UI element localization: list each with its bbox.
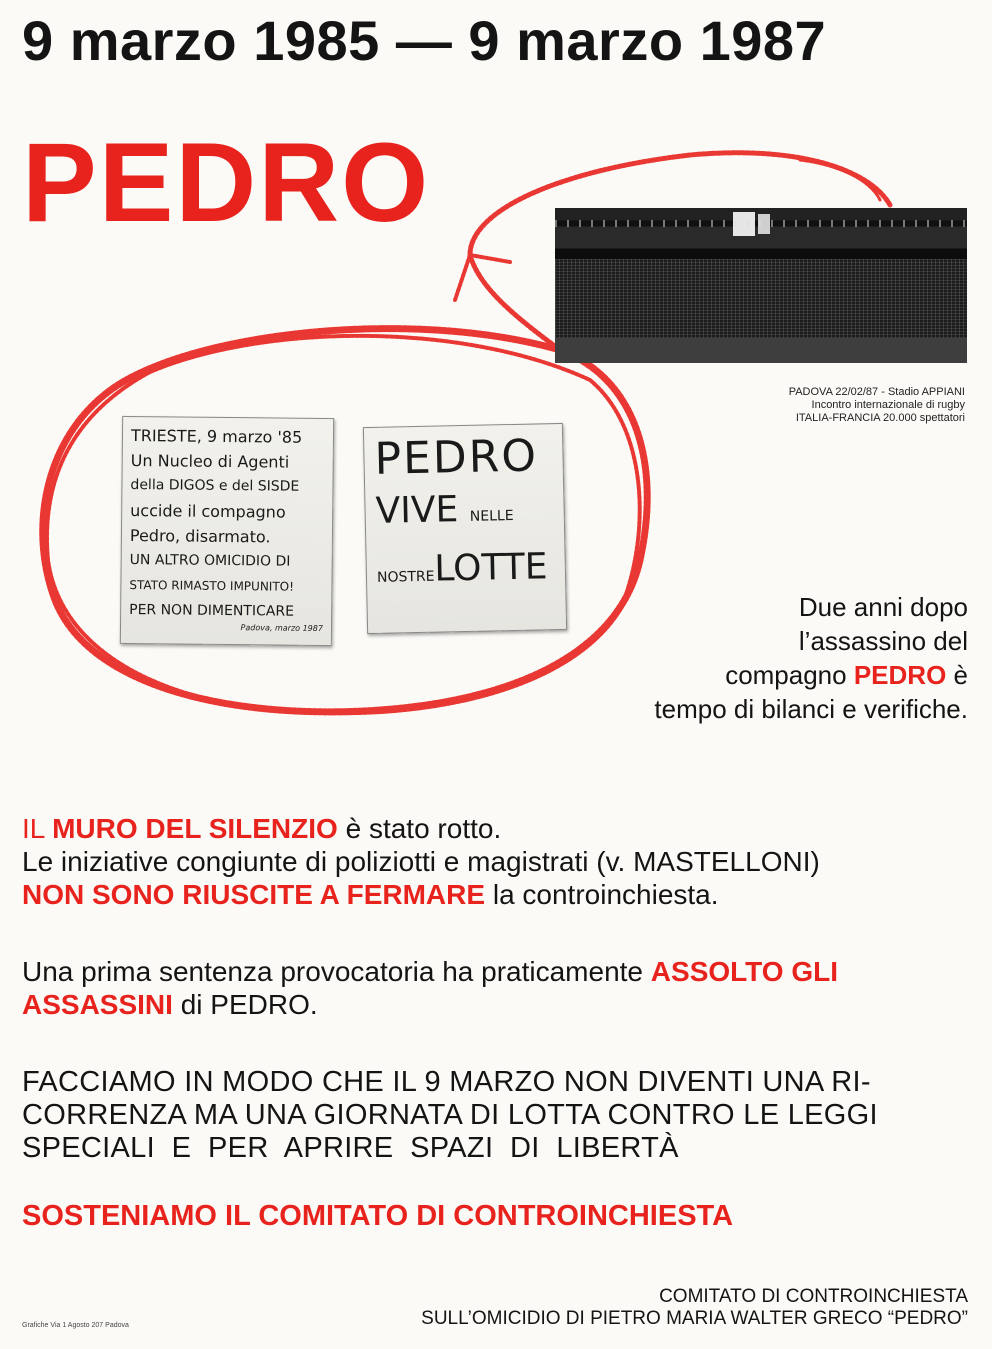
- caption-line: PADOVA 22/02/87 - Stadio APPIANI: [788, 386, 965, 398]
- para-highlight: ASSOLTO GLI: [650, 956, 838, 987]
- banner-line: [375, 482, 554, 545]
- intro-line: tempo di bilanci e verifiche.: [654, 694, 968, 724]
- signature-line: SULL’OMICIDIO DI PIETRO MARIA WALTER GRECO “PEDRO”: [421, 1308, 968, 1329]
- committee-signature: [300, 1286, 968, 1330]
- paragraph-sentenza: [22, 955, 970, 1021]
- stadium-banner: [758, 214, 770, 234]
- intro-line: l’assassino del: [798, 626, 968, 656]
- banner-word: NOSTRE: [376, 568, 435, 586]
- banner-line: STATO RIMASTO IMPUNITO!: [129, 577, 295, 594]
- para-text: di PEDRO.: [172, 989, 318, 1020]
- para-text: Una prima sentenza provocatoria ha praticamente: [22, 956, 651, 987]
- para-line: Le iniziative congiunte di poliziotti e magistrati (v. MASTELLONI): [22, 846, 820, 877]
- banner-line: uccide il compagno: [130, 500, 286, 522]
- para-text: è stato rotto.: [337, 813, 502, 844]
- stadium-photo: [555, 208, 967, 363]
- banner-line: della DIGOS e del SISDE: [130, 476, 300, 495]
- banner-line: TRIESTE, 9 marzo '85: [130, 425, 303, 447]
- printer-note: Grafiche Via 1 Agosto 207 Padova: [22, 1322, 129, 1329]
- banner-line: UN ALTRO OMICIDIO DI: [129, 551, 291, 570]
- page-title: PEDRO: [22, 120, 431, 245]
- call-to-action: SOSTENIAMO IL COMITATO DI CONTROINCHIESTA: [22, 1200, 734, 1232]
- intro-text: è: [946, 660, 968, 690]
- intro-highlight: PEDRO: [853, 660, 947, 690]
- para-line: SPECIALI E PER APRIRE SPAZI DI LIBERTÀ: [22, 1132, 679, 1164]
- banner-line: PER NON DIMENTICARE: [129, 601, 295, 620]
- banner-line: Un Nucleo di Agenti: [130, 450, 290, 472]
- caption-line: Incontro internazionale di rugby: [811, 399, 965, 411]
- intro-text: compagno: [725, 660, 854, 690]
- photo-caption: [700, 386, 965, 425]
- para-text: la controinchiesta.: [485, 879, 719, 910]
- para-line: [22, 955, 970, 988]
- banner-word: LOTTE: [433, 546, 548, 590]
- caption-line: ITALIA-FRANCIA 20.000 spettatori: [795, 412, 965, 424]
- banner-signature: Padova, marzo 1987: [240, 623, 324, 634]
- para-line: [22, 812, 970, 845]
- banner-word: NELLE: [469, 507, 514, 525]
- para-line: [22, 878, 970, 911]
- para-line: CORRENZA MA UNA GIORNATA DI LOTTA CONTRO LE LEGGI: [22, 1099, 878, 1131]
- banner-line: [376, 541, 555, 604]
- para-highlight: ASSASSINI: [22, 989, 173, 1020]
- paragraph-muro: [22, 812, 970, 911]
- date-range-heading: 9 marzo 1985 — 9 marzo 1987: [22, 9, 827, 72]
- para-highlight: MURO DEL SILENZIO: [52, 813, 338, 844]
- signature-line: COMITATO DI CONTROINCHIESTA: [659, 1286, 968, 1307]
- para-line: FACCIAMO IN MODO CHE IL 9 MARZO NON DIVENTI UNA RI-: [22, 1066, 871, 1098]
- banner-line: PEDRO: [373, 430, 539, 485]
- intro-paragraph: [540, 590, 968, 726]
- paragraph-9-marzo: [22, 1066, 970, 1165]
- intro-line: Due anni dopo: [798, 592, 968, 622]
- banner-line: Pedro, disarmato.: [129, 525, 271, 547]
- banner-word: VIVE: [375, 489, 459, 532]
- para-highlight: NON SONO RIUSCITE A FERMARE: [22, 879, 486, 910]
- intro-line: [540, 658, 968, 692]
- banner-pedro-vive: [363, 423, 567, 634]
- para-line: [22, 988, 970, 1021]
- para-highlight: IL: [22, 813, 53, 844]
- stadium-banner: [733, 212, 755, 236]
- banner-trieste: [120, 416, 334, 646]
